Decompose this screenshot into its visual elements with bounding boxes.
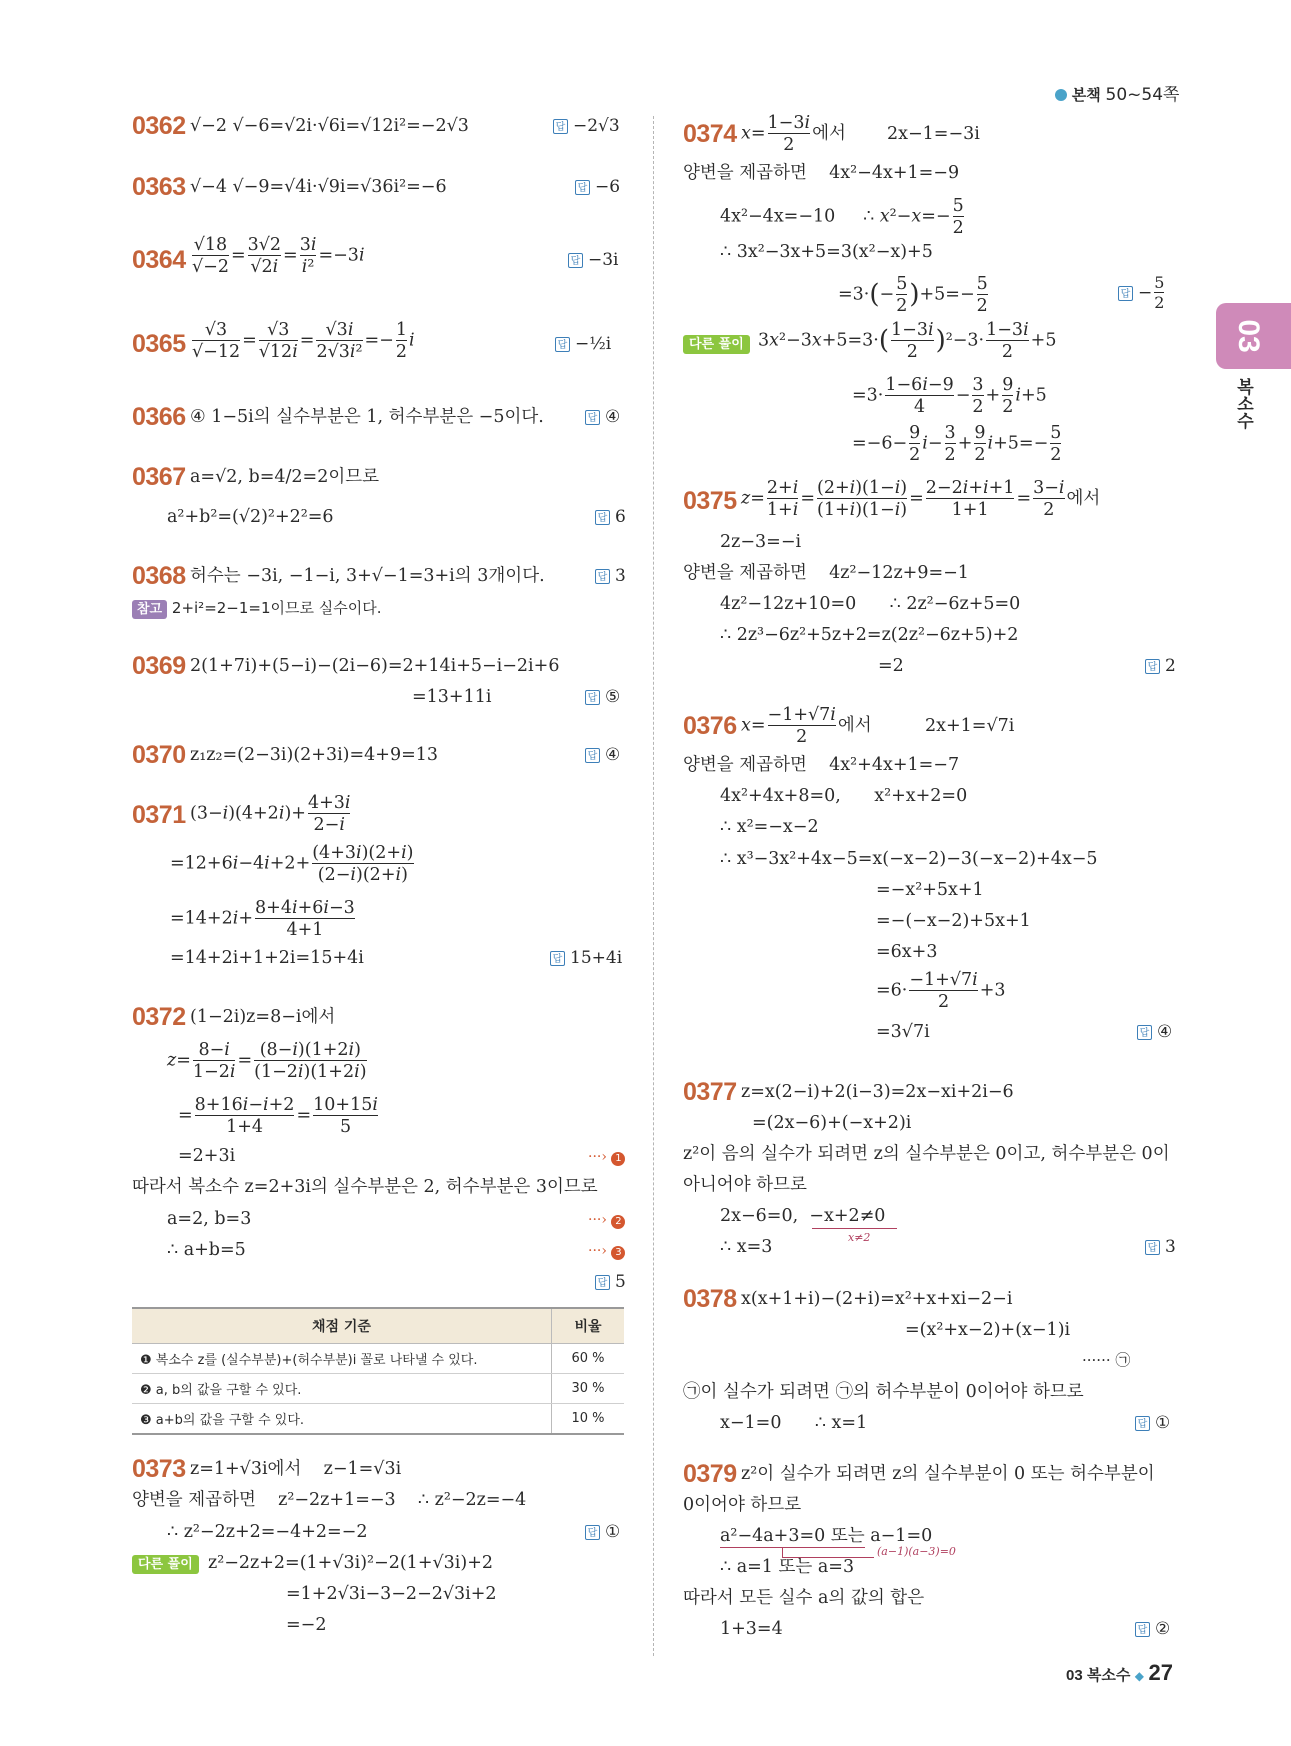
solution-line: x= $\frac{-1+√7i}{2}$ 에서 <box>741 705 872 748</box>
alt-solution-badge: 다른 풀이 <box>683 333 750 354</box>
column-divider <box>653 116 654 1656</box>
chapter-tab-label: 복소수 <box>1233 378 1253 429</box>
solution-line: ∴ x²=−x−2 <box>720 817 819 837</box>
problem-number: 0378 <box>683 1285 737 1313</box>
note-line: 참고 2+i²=2−1=1이므로 실수이다. <box>132 597 382 619</box>
answer-icon: 답 <box>1118 286 1133 301</box>
solution-line: 2x+1=√7i <box>925 716 1015 736</box>
answer-icon: 답 <box>595 510 610 525</box>
solution-line: (1−2i)z=8−i에서 <box>190 1007 336 1027</box>
solution-line: ∴ 3x²−3x+5=3(x²−x)+5 <box>720 242 933 262</box>
answer: 답 ⑤ <box>585 689 620 706</box>
answer-icon: 답 <box>1145 659 1160 674</box>
solution-line: a=√2, b=4/2=2이므로 <box>190 467 380 487</box>
solution-line: =−x²+5x+1 <box>876 880 984 900</box>
footer-chapter: 03 복소수 <box>1066 1667 1131 1684</box>
solution-line: z= $\frac{2+i}{1+i}$ = $\frac{(2+i)(1-i)}{(1+i)(1-i)}$ = $\frac{2-2i+i+1}{1+1}$ = $\frac{3-i}{2}$ 에서 <box>741 478 1101 521</box>
solution-line: =3·(− $\frac{5}{2}$ )+5=− $\frac{5}{2}$ <box>838 274 988 317</box>
solution-line: z= $\frac{8-i}{1-2i}$ = $\frac{(8-i)(1+2i)}{(1-2i)(1+2i)}$ <box>167 1040 367 1083</box>
footer-diamond-icon: ◆ <box>1134 1669 1145 1683</box>
solution-line: x= $\frac{1-3i}{2}$ 에서 <box>741 113 846 156</box>
solution-line: z=x(2−i)+2(i−3)=2x−xi+2i−6 <box>741 1082 1014 1102</box>
problem-number: 0376 <box>683 712 737 740</box>
solution-line: =14+2i+1+2i=15+4i <box>170 948 364 968</box>
solution-line: 2x−1=−3i <box>887 124 980 144</box>
solution-line: ∴ x³−3x²+4x−5=x(−x−2)−3(−x−2)+4x−5 <box>720 849 1098 869</box>
table-cell: ❶ 복소수 z를 (실수부분)+(허수부분)i 꼴로 나타낼 수 있다. <box>132 1344 552 1374</box>
problem-number: 0370 <box>132 741 186 769</box>
problem-number: 0366 <box>132 403 186 431</box>
solution-line: =1+2√3i−3−2−2√3i+2 <box>286 1584 497 1604</box>
table-cell: 10 % <box>552 1404 625 1435</box>
answer: 답 −3i <box>568 252 619 269</box>
problem-number: 0379 <box>683 1460 737 1488</box>
page-footer <box>1066 1660 1173 1686</box>
answer: 답 2 <box>1145 658 1176 675</box>
inline-note <box>812 1228 897 1229</box>
answer-icon: 답 <box>550 951 565 966</box>
solution-line: = $\frac{8+16i-i+2}{1+4}$ = $\frac{10+15i}{5}$ <box>178 1095 378 1138</box>
answer: 답 ① <box>1135 1415 1170 1432</box>
table-row <box>132 1374 624 1404</box>
reference-label: 본책 <box>1071 86 1101 104</box>
problem-number: 0363 <box>132 173 186 201</box>
table-header-row <box>132 1308 624 1344</box>
reference-icon <box>1055 89 1067 101</box>
problem-number: 0371 <box>132 801 186 829</box>
answer: 답 ④ <box>585 409 620 426</box>
solution-line: a²+b²=(√2)²+2²=6 <box>167 507 334 527</box>
answer: 답 ① <box>585 1524 620 1541</box>
problem-number: 0373 <box>132 1455 186 1483</box>
reference-pages: 50~54쪽 <box>1105 85 1180 105</box>
problem-number: 0377 <box>683 1078 737 1106</box>
solution-line: z²이 실수가 되려면 z의 실수부분이 0 또는 허수부분이 <box>741 1464 1155 1484</box>
table-cell: ❷ a, b의 값을 구할 수 있다. <box>132 1374 552 1404</box>
answer: 답 5 <box>595 1274 626 1291</box>
answer-icon: 답 <box>595 1275 610 1290</box>
solution-line: z=1+√3i에서 z−1=√3i <box>190 1459 402 1479</box>
solution-line: 4z²−12z+10=0 ∴ 2z²−6z+5=0 <box>720 594 1021 614</box>
solution-line: =6x+3 <box>876 942 938 962</box>
problem-number: 0374 <box>683 120 737 148</box>
table-cell: ❸ a+b의 값을 구할 수 있다. <box>132 1404 552 1435</box>
solution-line: $\frac{√3}{√-12}$ = $\frac{√3}{√12i}$ = $\frac{√3i}{\text{2√3i²}}$ =− $\frac{1}{2}$ i <box>192 320 415 363</box>
answer: 답 −6 <box>575 179 620 196</box>
solution-line: 양변을 제곱하면 4z²−12z+9=−1 <box>683 563 969 583</box>
problem-number: 0362 <box>132 112 186 140</box>
solution-line: 2z−3=−i <box>720 532 802 552</box>
solution-line: =2 <box>878 656 904 676</box>
table-row <box>132 1344 624 1374</box>
solution-line: 아니어야 하므로 <box>683 1175 807 1195</box>
answer: 답 3 <box>595 568 626 585</box>
problem-number: 0364 <box>132 246 186 274</box>
answer: 답 ② <box>1135 1621 1170 1638</box>
step-marker-1: ···› 1 <box>588 1149 625 1166</box>
answer: 답 − $\frac{5}{2}$ <box>1118 274 1166 313</box>
answer: 답 6 <box>595 509 626 526</box>
solution-line: =−2 <box>286 1615 327 1635</box>
solution-line: z²이 음의 실수가 되려면 z의 실수부분은 0이고, 허수부분은 0이 <box>683 1144 1170 1164</box>
answer-icon: 답 <box>585 1525 600 1540</box>
answer-icon: 답 <box>1145 1240 1160 1255</box>
solution-line: 허수는 −3i, −1−i, 3+√−1=3+i의 3개이다. <box>190 566 545 586</box>
solution-line: 따라서 모든 실수 a의 값의 합은 <box>683 1588 925 1608</box>
answer-icon: 답 <box>585 748 600 763</box>
solution-line: =(2x−6)+(−x+2)i <box>752 1113 912 1133</box>
answer-icon: 답 <box>555 337 570 352</box>
problem-number: 0372 <box>132 1003 186 1031</box>
alt-solution-badge: 다른 풀이 <box>132 1553 199 1574</box>
table-cell: 30 % <box>552 1374 625 1404</box>
solution-line: ∴ 2z³−6z²+5z+2=z(2z²−6z+5)+2 <box>720 625 1019 645</box>
solution-line: x−1=0 ∴ x=1 <box>720 1413 868 1433</box>
textbook-reference <box>1055 80 1179 105</box>
solution-line: 0이어야 하므로 <box>683 1495 802 1515</box>
inline-note <box>720 1547 865 1548</box>
step-marker-3: ···› 3 <box>588 1243 625 1260</box>
solution-line: ∴ a+b=5 <box>167 1240 246 1260</box>
solution-line: 양변을 제곱하면 4x²−4x+1=−9 <box>683 163 960 183</box>
solution-line: √−4 √−9=√4i·√9i=√36i²=−6 <box>190 177 447 197</box>
chapter-tab-number: 03 <box>1232 319 1265 353</box>
solution-line: 양변을 제곱하면 4x²+4x+1=−7 <box>683 755 960 775</box>
solution-line: =13+11i <box>412 687 492 707</box>
answer: 답 −½i <box>555 336 611 353</box>
inline-note-text: x≠2 <box>848 1231 871 1244</box>
answer-icon: 답 <box>585 690 600 705</box>
answer-icon: 답 <box>575 180 590 195</box>
solution-line: (3−i)(4+2i)+ $\frac{4+3i}{2-i}$ <box>190 793 351 836</box>
note-badge: 참고 <box>132 600 167 619</box>
solution-line: 4x²+4x+8=0, x²+x+2=0 <box>720 786 968 806</box>
solution-line: a=2, b=3 <box>167 1209 252 1229</box>
table-header: 채점 기준 <box>132 1308 552 1344</box>
solution-line: =12+6i−4i+2+ $\frac{(4+3i)(2+i)}{(2-i)(2+i)}$ <box>170 843 414 886</box>
table-row <box>132 1404 624 1435</box>
solution-line: √−2 √−6=√2i·√6i=√12i²=−2√3 <box>190 116 469 136</box>
problem-number: 0365 <box>132 330 186 358</box>
answer-icon: 답 <box>1135 1416 1150 1431</box>
solution-line: 따라서 복소수 z=2+3i의 실수부분은 2, 허수부분은 3이므로 <box>132 1177 598 1197</box>
answer-icon: 답 <box>585 410 600 425</box>
solution-line: ㉠이 실수가 되려면 ㉠의 허수부분이 0이어야 하므로 <box>683 1382 1084 1402</box>
solution-line: 3x²−3x+5=3·( $\frac{1-3i}{2}$ )²−3· $\frac{1-3i}{2}$ +5 <box>758 320 1057 363</box>
solution-line: =14+2i+ $\frac{8+4i+6i-3}{4+1}$ <box>170 898 355 941</box>
answer-icon: 답 <box>553 119 568 134</box>
answer: 답 ④ <box>585 747 620 764</box>
solution-line: z₁z₂=(2−3i)(2+3i)=4+9=13 <box>190 745 439 765</box>
solution-line: $\frac{√18}{√-2}$ = $\frac{3√2}{√2i}$ = $\frac{3i}{\text{i²}}$ =−3i <box>192 235 365 278</box>
answer: 답 −2√3 <box>553 118 620 135</box>
solution-line: =(x²+x−2)+(x−1)i <box>905 1320 1071 1340</box>
solution-line: ④ 1−5i의 실수부분은 1, 허수부분은 −5이다. <box>190 407 544 427</box>
answer: 답 3 <box>1145 1239 1176 1256</box>
problem-number: 0368 <box>132 562 186 590</box>
chapter-tab <box>1216 303 1291 369</box>
solution-line: =−(−x−2)+5x+1 <box>876 911 1031 931</box>
solution-line: =3√7i <box>876 1022 930 1042</box>
inline-note-text: (a−1)(a−3)=0 <box>877 1545 956 1558</box>
solution-line: z²−2z+2=(1+√3i)²−2(1+√3i)+2 <box>208 1553 493 1573</box>
answer-icon: 답 <box>595 569 610 584</box>
answer: 답 ④ <box>1137 1024 1172 1041</box>
solution-line: 1+3=4 <box>720 1619 783 1639</box>
problem-number: 0367 <box>132 463 186 491</box>
step-marker-2: ···› 2 <box>588 1212 625 1229</box>
solution-line: 2x−6=0, −x+2≠0 <box>720 1206 886 1226</box>
solution-line: ∴ a=1 또는 a=3 <box>720 1557 855 1577</box>
answer-icon: 답 <box>1137 1025 1152 1040</box>
solution-line: =6· $\frac{-1+√7i}{2}$ +3 <box>876 970 1006 1013</box>
problem-number: 0375 <box>683 487 737 515</box>
grading-criteria-table <box>132 1307 624 1435</box>
solution-line: =−6− $\frac{9}{2}$ i− $\frac{3}{2}$ + $\frac{9}{2}$ i+5=− $\frac{5}{2}$ <box>852 423 1062 466</box>
solution-line: ∴ z²−2z+2=−4+2=−2 <box>167 1522 368 1542</box>
solution-line: x(x+1+i)−(2+i)=x²+x+xi−2−i <box>741 1289 1013 1309</box>
solution-line: 2(1+7i)+(5−i)−(2i−6)=2+14i+5−i−2i+6 <box>190 656 560 676</box>
page-number: 27 <box>1148 1660 1173 1685</box>
problem-number: 0369 <box>132 652 186 680</box>
answer-icon: 답 <box>568 253 583 268</box>
answer: 답 15+4i <box>550 950 622 967</box>
solution-line: 양변을 제곱하면 z²−2z+1=−3 ∴ z²−2z=−4 <box>132 1490 527 1510</box>
solution-line: ······ ㉠ <box>1082 1351 1131 1369</box>
solution-line: =3· $\frac{1-6i-9}{4}$ − $\frac{3}{2}$ + $\frac{9}{2}$ i+5 <box>852 375 1047 418</box>
table-cell: 60 % <box>552 1344 625 1374</box>
solution-line: ∴ x=3 <box>720 1237 773 1257</box>
inline-note <box>782 1547 783 1557</box>
solution-line: 4x²−4x=−10 ∴ x²−x=− $\frac{5}{2}$ <box>720 196 964 239</box>
solution-line: =2+3i <box>178 1146 236 1166</box>
solution-line: a²−4a+3=0 또는 a−1=0 <box>720 1526 933 1546</box>
table-header: 비율 <box>552 1308 625 1344</box>
answer-icon: 답 <box>1135 1622 1150 1637</box>
